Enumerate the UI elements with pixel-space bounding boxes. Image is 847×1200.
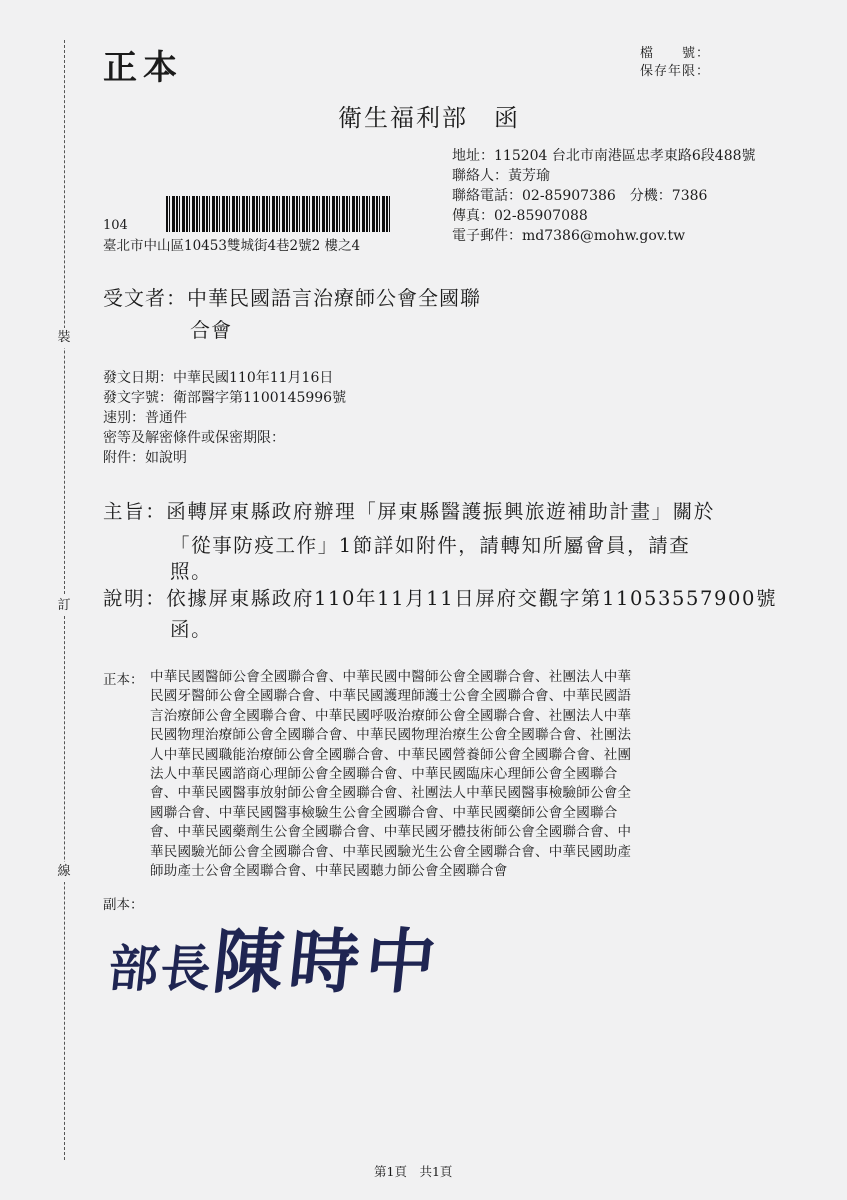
- original-recipients-list: [150, 668, 760, 881]
- document-number: 發文字號：衛部醫字第1100145996號: [103, 390, 347, 406]
- document-title: 衛生福利部 函: [338, 104, 520, 132]
- binding-mark-ding: 訂: [54, 596, 74, 616]
- contact-fax: 傳真：02-85907088: [452, 208, 588, 224]
- file-number-label: 檔 號：: [640, 46, 711, 61]
- recipient-list-line: 會、中華民國醫事放射師公會全國聯合會、社團法人中華民國醫事檢驗師公會全: [150, 785, 632, 802]
- binding-mark-zhuang: 裝: [54, 328, 74, 348]
- binding-mark-xian: 線: [54, 862, 74, 882]
- contact-phone: 聯絡電話：02-85907386 分機：7386: [452, 188, 708, 204]
- copy-recipients-label: 副本：: [103, 897, 144, 913]
- recipient-list-line: 中華民國醫師公會全國聯合會、中華民國中醫師公會全國聯合會、社團法人中華: [150, 669, 632, 685]
- delivery-speed: 速別：普通件: [103, 410, 187, 426]
- recipient-list-line: 法人中華民國諮商心理師公會全國聯合會、中華民國臨床心理師公會全國聯合: [150, 766, 618, 783]
- recipient-list-line: 民國牙醫師公會全國聯合會、中華民國護理師護士公會全國聯合會、中華民國語: [150, 688, 632, 705]
- recipient-line-2: 合會: [190, 318, 232, 342]
- contact-address: 地址：115204 台北市南港區忠孝東路6段488號: [452, 148, 756, 164]
- explanation-line-1: 說明：依據屏東縣政府110年11月11日屏府交觀字第11053557900號: [103, 587, 778, 610]
- subject-line-3: 照。: [170, 560, 213, 583]
- recipient-list-line: 言治療師公會全國聯合會、中華民國呼吸治療師公會全國聯合會、社團法人中華: [150, 707, 632, 724]
- copy-type-label: 正本: [103, 48, 183, 88]
- postal-zip: 104: [103, 218, 128, 233]
- subject-line-2: 「從事防疫工作」1節詳如附件，請轉知所屬會員，請查: [170, 534, 691, 557]
- signature-title: 部長: [105, 939, 216, 998]
- issue-date: 發文日期：中華民國110年11月16日: [103, 370, 334, 386]
- recipient-list-line: 人中華民國職能治療師公會全國聯合會、中華民國營養師公會全國聯合會、社團: [150, 746, 632, 763]
- recipient-list-line: 民國物理治療師公會全國聯合會、中華民國物理治療生公會全國聯合會、社團法: [150, 727, 632, 744]
- attachment-note: 附件：如說明: [103, 450, 187, 466]
- recipient-list-line: 會、中華民國藥劑生公會全國聯合會、中華民國牙體技術師公會全國聯合會、中: [150, 824, 632, 841]
- subject-line-1: 主旨：函轉屏東縣政府辦理「屏東縣醫護振興旅遊補助計畫」關於: [103, 500, 715, 523]
- contact-email: 電子郵件：md7386@mohw.gov.tw: [452, 228, 686, 244]
- explanation-line-2: 函。: [170, 618, 213, 641]
- recipient-mailing-address: 臺北市中山區10453雙城街4巷2號2 樓之4: [103, 238, 361, 254]
- contact-person: 聯絡人：黃芳瑜: [452, 168, 550, 184]
- retention-period-label: 保存年限：: [640, 64, 711, 79]
- signature-name: 陳時中: [209, 920, 446, 1003]
- recipient-line-1: 受文者：中華民國語言治療師公會全國聯: [103, 286, 481, 310]
- postal-barcode: [166, 196, 390, 232]
- minister-signature: [105, 906, 448, 1007]
- page-number: 第1頁 共1頁: [374, 1164, 453, 1179]
- recipient-list-line: 師助產士公會全國聯合會、中華民國聽力師公會全國聯合會: [150, 863, 508, 880]
- secrecy-level: 密等及解密條件或保密期限：: [103, 430, 285, 446]
- recipient-list-line: 華民國驗光師公會全國聯合會、中華民國驗光生公會全國聯合會、中華民國助產: [150, 843, 632, 860]
- original-recipients-label: 正本：: [103, 672, 144, 688]
- recipient-list-line: 國聯合會、中華民國醫事檢驗生公會全國聯合會、中華民國藥師公會全國聯合: [150, 804, 618, 821]
